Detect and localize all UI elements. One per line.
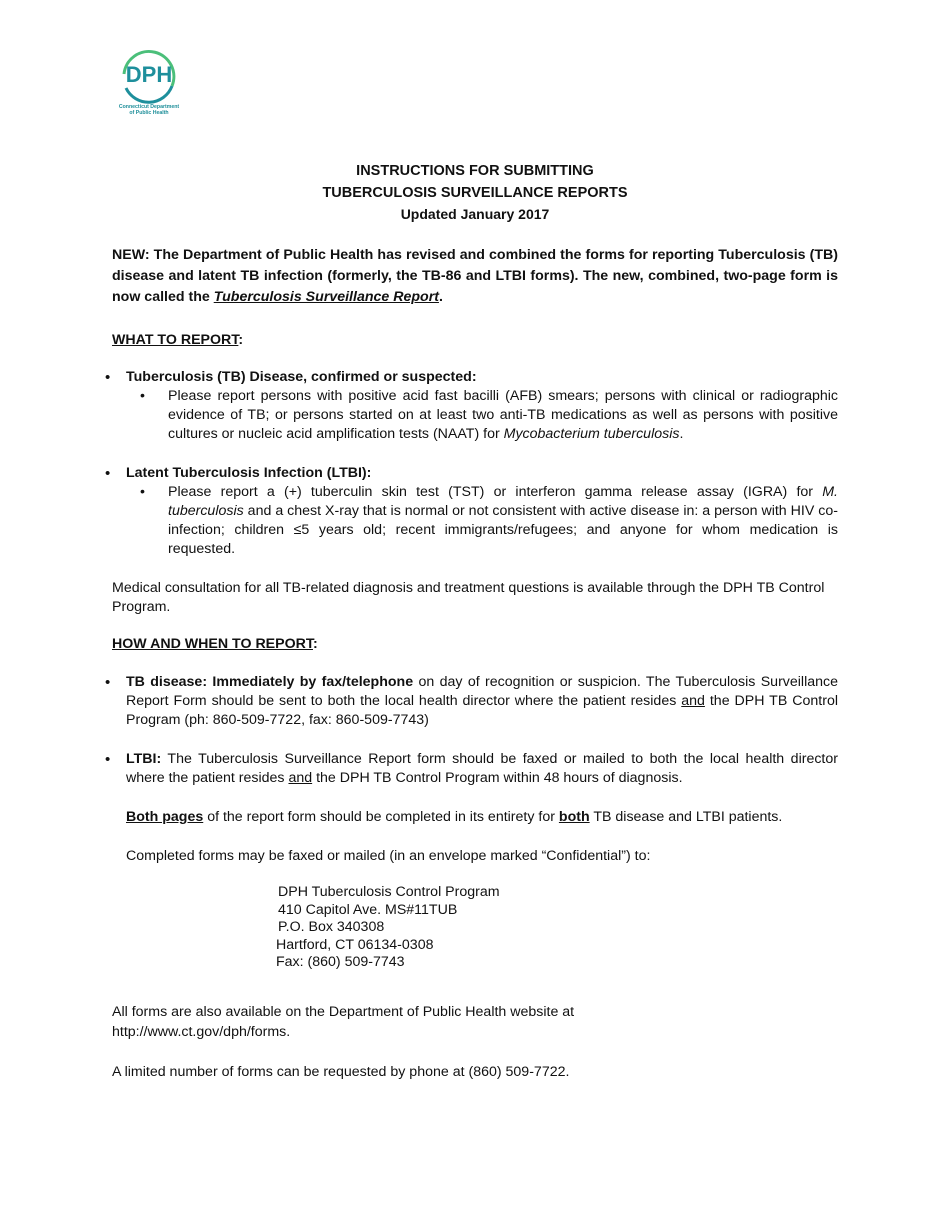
intro-form-name: Tuberculosis Surveillance Report [213,289,439,305]
dph-logo [112,44,186,120]
both-pages-label: Both pages [126,809,204,825]
ltbi-reporting-label: LTBI: [126,751,162,767]
both-pages-text-a: of the report form should be completed in its entirety for [203,809,559,825]
what-to-report-list [112,368,838,559]
ltbi-reporting-and: and [288,770,313,786]
ltbi-detail-text: Please report a (+) tuberculin skin test (TST) or interferon gamma release assay (IGRA) for [168,484,823,500]
website-paragraph [112,1002,838,1042]
intro-paragraph [112,245,838,308]
website-link[interactable]: http://www.ct.gov/dph/forms. [112,1023,291,1040]
both-pages-both: both [558,809,590,825]
document-title [112,160,838,224]
ltbi-detail [168,483,838,559]
list-item-tb-disease [112,368,838,444]
title-line-2: TUBERCULOSIS SURVEILLANCE REPORTS [322,185,628,201]
both-pages-paragraph [126,808,838,827]
mailing-address [278,884,838,972]
logo-subtitle-line2: of Public Health [129,110,169,116]
tb-disease-detail-end: . [679,426,684,442]
how-when-colon: : [313,636,318,652]
intro-text: NEW: The Department of Public Health has revised and combined the forms for reporting Tuberculosis (TB) disease and latent TB infection (formerly, the TB-86 and LTBI forms). The new, combined, two-page form is now called the [112,247,838,305]
ltbi-sublist [126,483,838,559]
what-to-report-colon: : [238,332,244,348]
ltbi-reporting-text-a: The Tuberculosis Surveillance Report form should be faxed or mailed to both the local health director where the patient resides [126,751,838,786]
tb-disease-heading: • Tuberculosis (TB) Disease, confirmed or suspected: [126,369,477,385]
address-line-4: Hartford, CT 06134-0308 [276,936,434,953]
address-line-1: DPH Tuberculosis Control Program [278,884,500,900]
tb-disease-detail [168,387,838,444]
both-pages-text-b: TB disease and LTBI patients. [589,809,783,825]
ltbi-heading: • Latent Tuberculosis Infection (LTBI): [126,465,372,481]
ltbi-detail-italic: M. tuberculosis [168,484,838,519]
logo-wordmark: DPH [125,62,173,87]
consultation-paragraph: Medical consultation for all TB-related diagnosis and treatment questions is available through the DPH TB Control Program. [112,580,825,615]
tb-disease-detail-italic: Mycobacterium tuberculosis [503,426,680,442]
address-line-5: Fax: (860) 509-7743 [276,954,405,971]
document-body [112,160,838,1082]
tb-disease-reporting-text-b: the DPH TB Control Program (ph: 860-509-7722, fax: 860-509-7743) [126,693,838,728]
list-item-tb-disease-reporting [112,673,838,730]
tb-disease-reporting-text [126,673,838,730]
tb-disease-reporting-and: and [681,693,705,709]
tb-disease-sublist [126,387,838,444]
address-line-2: 410 Capitol Ave. MS#11TUB [278,901,458,918]
what-to-report-heading [112,330,838,350]
completed-forms-paragraph: Completed forms may be faxed or mailed (in an envelope marked “Confidential”) to: [126,848,651,864]
tb-disease-reporting-label: TB disease: Immediately by fax/telephone [126,674,414,690]
updated-date: Updated January 2017 [400,206,550,222]
dph-logo-icon [112,44,186,104]
how-when-list [112,673,838,972]
logo-subtitle-line1: Connecticut Department [118,104,180,110]
list-item-ltbi [112,464,838,559]
how-when-label: HOW AND WHEN TO REPORT [112,636,313,652]
ltbi-reporting-text-b: the DPH TB Control Program within 48 hours of diagnosis. [312,770,683,786]
phone-paragraph: A limited number of forms can be requested by phone at (860) 509-7722. [112,1063,570,1080]
title-line-1: INSTRUCTIONS FOR SUBMITTING [356,163,594,179]
ltbi-reporting-text [126,750,838,788]
website-line-1: All forms are also available on the Department of Public Health website at [112,1003,575,1020]
logo-subtitle [112,104,186,116]
what-to-report-label: WHAT TO REPORT [112,332,239,348]
tb-disease-detail-text: Please report persons with positive acid fast bacilli (AFB) smears; persons with clinical or radiographic evidence of TB; or persons started on at least two anti-TB medications as well as persons with positive cultures or nucleic acid amplification tests (NAAT) for [168,388,838,442]
address-line-3: P.O. Box 340308 [278,919,385,936]
list-item-ltbi-reporting [112,750,838,972]
intro-end: . [438,289,443,305]
how-when-heading [112,634,838,654]
tb-disease-reporting-text-a: on day of recognition or suspicion. The Tuberculosis Surveillance Report Form should be sent to both the local health director where the patient resides [126,674,838,709]
ltbi-detail-end: and a chest X-ray that is normal or not consistent with active disease in: a person with HIV co-infection; children ≤5 years old; recent immigrants/refugees; and anyone for whom medication is requested. [168,503,838,557]
